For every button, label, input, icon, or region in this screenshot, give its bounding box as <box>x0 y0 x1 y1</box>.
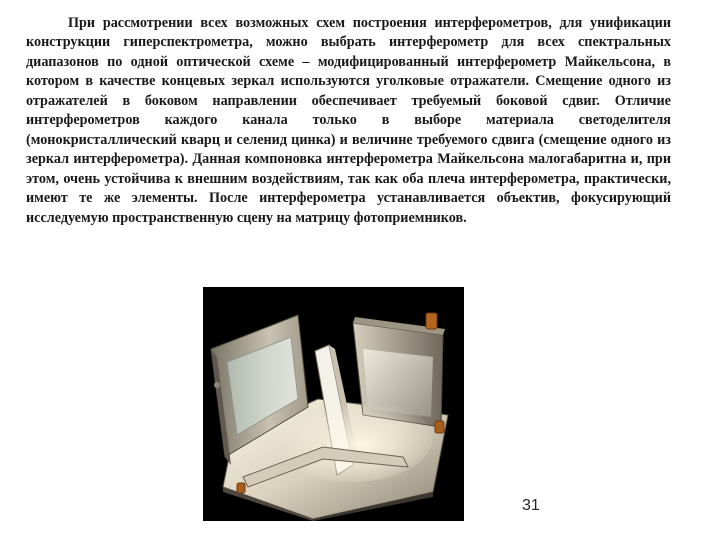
copper-screw-right <box>435 421 444 433</box>
interferometer-photo <box>203 287 464 521</box>
copper-screw-bottom-left <box>237 483 245 493</box>
interferometer-illustration <box>203 287 464 521</box>
page-number: 31 <box>522 497 540 514</box>
body-paragraph: При рассмотрении всех возможных схем построения интерферометров, для унификации конструкции гиперспектрометра, можно выбрать интерферометр для всех спектральных диапазонов по одной оптической схеме – модифицированный интерферометр Майкельсона, в котором в качестве концевых зеркал используются уголковые отражатели. Смещение одного из отражателей в боковом направлении обеспечивает требуемый боковой сдвиг. Отличие интерферометров каждого канала только в выборе материала светоделителя (монокристаллический кварц и селенид цинка) и величине требуемого сдвига (смещение одного из зеркал интерферометра). Данная компоновка интерферометра Майкельсона малогабаритна и, при этом, очень устойчива к внешним воздействиям, так как оба плеча интерферометра, практически, имеют те же элементы. После интерферометра устанавливается объектив, фокусирующий исследуемую пространственную сцену на матрицу фотоприемников. <box>26 15 671 226</box>
copper-screw-top-right <box>426 313 437 329</box>
